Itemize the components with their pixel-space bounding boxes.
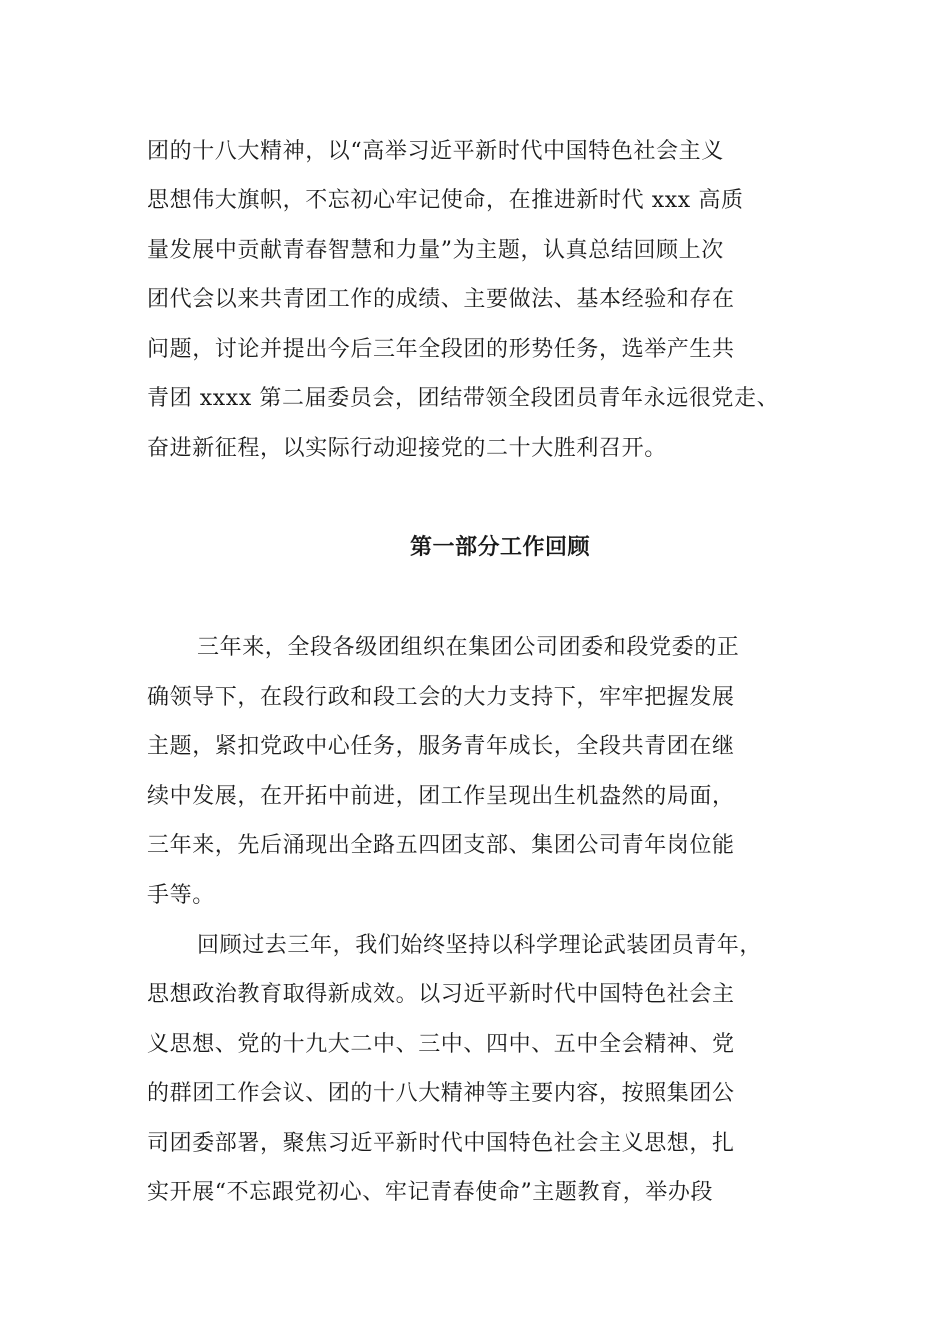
section-heading: 第一部分工作回顾 xyxy=(409,535,590,560)
text-line: 量发展中贡献青春智慧和力量”为主题，认真总结回顾上次 xyxy=(147,238,724,263)
text-line: 奋进新征程，以实际行动迎接党的二十大胜利召开。 xyxy=(147,436,667,461)
text-line: 问题，讨论并提出今后三年全段团的形势任务，选举产生共 xyxy=(147,337,735,362)
text-line: 义思想、党的十九大二中、三中、四中、五中全会精神、党 xyxy=(147,1032,735,1057)
text-line: 团的十八大精神，以“高举习近平新时代中国特色社会主义 xyxy=(147,139,724,164)
text-line: 司团委部署，聚焦习近平新时代中国特色社会主义思想，扎 xyxy=(147,1131,735,1156)
text-line: 青团 xxxx 第二届委员会，团结带领全段团员青年永远很党走、 xyxy=(147,386,780,411)
text-line: 主题，紧扣党政中心任务，服务青年成长，全段共青团在继 xyxy=(147,734,735,759)
text-line: 的群团工作会议、团的十八大精神等主要内容，按照集团公 xyxy=(147,1081,735,1106)
text-line: 思想伟大旗帜，不忘初心牢记使命，在推进新时代 xxx 高质 xyxy=(147,188,744,213)
text-line: 确领导下，在段行政和段工会的大力支持下，牢牢把握发展 xyxy=(147,685,735,710)
text-line: 三年来，全段各级团组织在集团公司团委和段党委的正 xyxy=(197,635,740,660)
text-line: 回顾过去三年，我们始终坚持以科学理论武装团员青年， xyxy=(197,933,763,958)
text-line: 思想政治教育取得新成效。以习近平新时代中国特色社会主 xyxy=(147,982,735,1007)
text-line: 团代会以来共青团工作的成绩、主要做法、基本经验和存在 xyxy=(147,287,735,312)
text-line: 实开展“不忘跟党初心、牢记青春使命”主题教育，举办段 xyxy=(147,1180,714,1205)
text-line: 手等。 xyxy=(147,883,215,908)
text-line: 三年来，先后涌现出全路五四团支部、集团公司青年岗位能 xyxy=(147,833,735,858)
text-line: 续中发展，在开拓中前进，团工作呈现出生机盎然的局面， xyxy=(147,784,735,809)
